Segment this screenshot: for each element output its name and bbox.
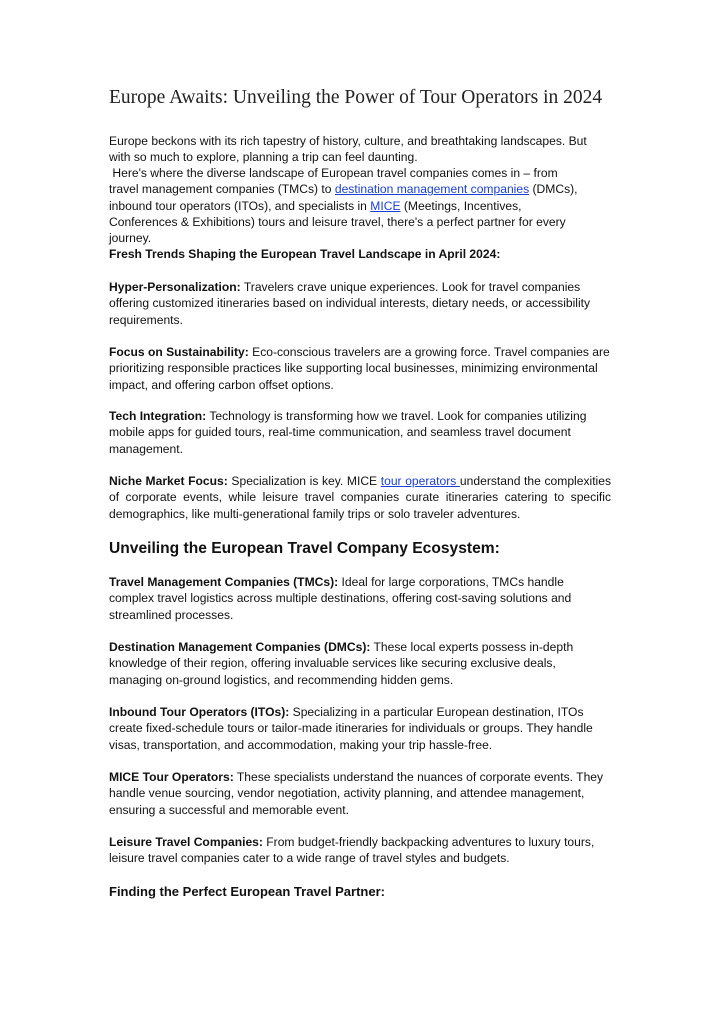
- intro-paragraph-2: [109, 165, 579, 246]
- ecosystem-text: These local experts possess in-depth knowledge of their region, offering invaluable services like securing exclusive deals, managing on-ground logistics, and recommending hidden gems.: [109, 640, 574, 687]
- ecosystem-text: Ideal for large corporations, TMCs handle complex travel logistics across multiple destinations, offering cost-saving solutions and streamlined processes.: [109, 575, 572, 622]
- ecosystem-label: Travel Management Companies (TMCs):: [109, 575, 339, 589]
- trend-label: Focus on Sustainability:: [109, 345, 249, 359]
- trend-text-continued: understand the complexities of corporate events, while leisure travel companies curate itineraries catering to specific demographics, like multi-generational family trips or solo traveler adventures.: [109, 474, 612, 521]
- ecosystem-label: Destination Management Companies (DMCs):: [109, 640, 371, 654]
- document-title: Europe Awaits: Unveiling the Power of Tour Operators in 2024: [109, 87, 603, 108]
- ecosystem-text: From budget-friendly backpacking adventures to luxury tours, leisure travel companies cater to a wide range of travel styles and budgets.: [109, 835, 595, 866]
- trend-text: Technology is transforming how we travel. Look for companies utilizing mobile apps for guided tours, real-time communication, and seamless travel document management.: [109, 409, 587, 456]
- tour-operators-link[interactable]: tour operators: [380, 474, 460, 488]
- trend-text: Travelers crave unique experiences. Look for travel companies offering customized itineraries based on individual interests, dietary needs, or accessibility requirements.: [109, 280, 591, 327]
- trend-label: Hyper-Personalization:: [109, 280, 241, 294]
- destination-management-companies-link[interactable]: destination management companies: [334, 182, 530, 197]
- ecosystem-label: Leisure Travel Companies:: [109, 835, 263, 849]
- ecosystem-heading: Unveiling the European Travel Company Ecosystem:: [109, 540, 500, 557]
- trend-item-sustainability: [109, 344, 611, 393]
- intro-text-part-1: Here's where the diverse landscape of European travel companies comes in – from travel management companies (TMCs) to: [109, 166, 558, 197]
- intro-text-part-3: (Meetings, Incentives, Conferences & Exhibitions) tours and leisure travel, there's a perfect partner for every journey.: [109, 198, 566, 246]
- trend-item-hyper-personalization: [109, 279, 611, 328]
- trend-label: Niche Market Focus:: [109, 474, 228, 488]
- intro-paragraph-1: Europe beckons with its rich tapestry of history, culture, and breathtaking landscapes. But with so much to explore, planning a trip can feel daunting.: [109, 134, 587, 165]
- trends-heading-text: Fresh Trends Shaping the European Travel Landscape in April 2024:: [109, 247, 501, 261]
- ecosystem-label: Inbound Tour Operators (ITOs):: [109, 705, 290, 719]
- trend-item-tech-integration: [109, 408, 611, 457]
- ecosystem-label: MICE Tour Operators:: [109, 770, 234, 784]
- trend-text: Eco-conscious travelers are a growing force. Travel companies are prioritizing responsible practices like supporting local businesses, minimizing environmental impact, and offering carbon offset options.: [109, 345, 610, 392]
- trend-label: Tech Integration:: [109, 409, 207, 423]
- ecosystem-item-itos: [109, 704, 611, 753]
- ecosystem-item-mice: [109, 769, 611, 818]
- ecosystem-text: These specialists understand the nuances of corporate events. They handle venue sourcing, vendor negotiation, activity planning, and attendee management, ensuring a successful and memorable event.: [109, 770, 604, 817]
- partner-heading: Finding the Perfect European Travel Partner:: [109, 884, 385, 899]
- trend-item-niche-market: [109, 473, 611, 522]
- intro-text-part-2: (DMCs), inbound tour operators (ITOs), and specialists in: [109, 182, 578, 213]
- trends-heading: [109, 246, 611, 262]
- trend-text: Specialization is key. MICE: [227, 474, 381, 488]
- ecosystem-item-dmcs: [109, 639, 611, 688]
- ecosystem-item-tmcs: [109, 574, 611, 623]
- mice-link[interactable]: MICE: [370, 198, 401, 213]
- ecosystem-item-leisure: [109, 834, 611, 867]
- ecosystem-text: Specializing in a particular European destination, ITOs create fixed-schedule tours or tailor-made itineraries for individuals or groups. They handle visas, transportation, and accommodation, making your trip hassle-free.: [109, 705, 593, 752]
